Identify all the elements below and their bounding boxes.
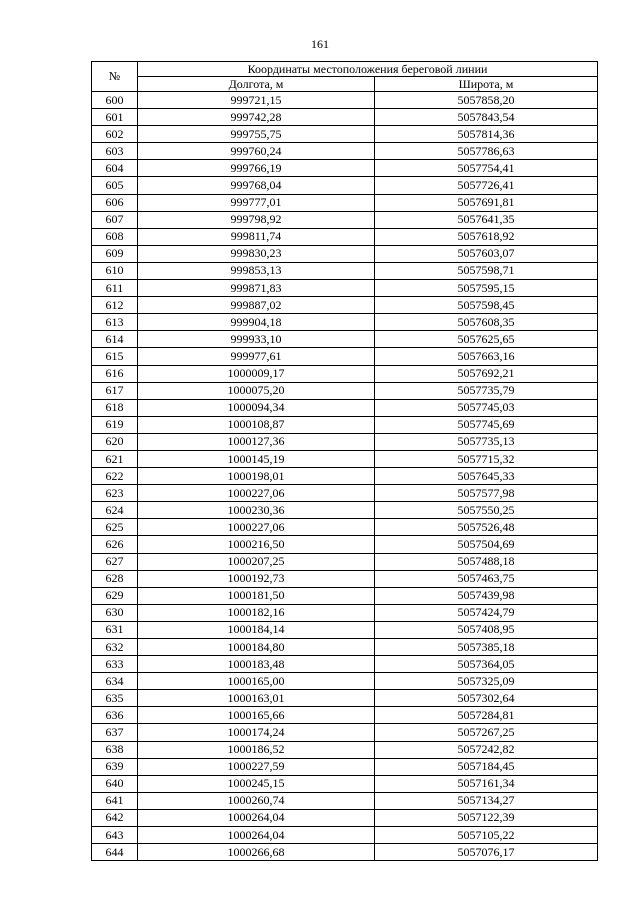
table-row [92, 194, 598, 211]
longitude-cell: 1000181,50 [138, 587, 375, 604]
number-cell: 604 [92, 160, 138, 177]
longitude-cell: 999830,23 [138, 245, 375, 262]
table-row [92, 348, 598, 365]
longitude-cell: 1000192,73 [138, 570, 375, 587]
longitude-cell: 1000227,59 [138, 758, 375, 775]
number-cell: 635 [92, 690, 138, 707]
coordinates-table [91, 61, 598, 861]
longitude-cell: 1000163,01 [138, 690, 375, 707]
number-cell: 633 [92, 656, 138, 673]
longitude-cell: 1000165,00 [138, 673, 375, 690]
page-number: 161 [311, 37, 329, 51]
table-row [92, 331, 598, 348]
number-cell: 602 [92, 126, 138, 143]
latitude-cell: 5057595,15 [375, 280, 598, 297]
longitude-cell: 999760,24 [138, 143, 375, 160]
longitude-cell: 1000266,68 [138, 844, 375, 861]
longitude-cell: 1000227,06 [138, 519, 375, 536]
table-row [92, 245, 598, 262]
table-row [92, 587, 598, 604]
table-row [92, 450, 598, 467]
latitude-cell: 5057618,92 [375, 228, 598, 245]
table-row [92, 656, 598, 673]
table-row [92, 792, 598, 809]
number-cell: 615 [92, 348, 138, 365]
longitude-cell: 1000009,17 [138, 365, 375, 382]
longitude-cell: 1000245,15 [138, 775, 375, 792]
table-row [92, 519, 598, 536]
latitude-cell: 5057814,36 [375, 126, 598, 143]
number-cell: 636 [92, 707, 138, 724]
latitude-cell: 5057302,64 [375, 690, 598, 707]
number-cell: 610 [92, 262, 138, 279]
table-row [92, 399, 598, 416]
number-cell: 631 [92, 621, 138, 638]
longitude-cell: 999977,61 [138, 348, 375, 365]
table-row [92, 707, 598, 724]
latitude-cell: 5057735,13 [375, 433, 598, 450]
longitude-cell: 1000264,04 [138, 827, 375, 844]
latitude-cell: 5057284,81 [375, 707, 598, 724]
table-row [92, 690, 598, 707]
table-row [92, 536, 598, 553]
longitude-cell: 999766,19 [138, 160, 375, 177]
number-cell: 609 [92, 245, 138, 262]
latitude-cell: 5057161,34 [375, 775, 598, 792]
latitude-cell: 5057598,71 [375, 262, 598, 279]
number-cell: 620 [92, 433, 138, 450]
number-cell: 621 [92, 450, 138, 467]
longitude-cell: 1000186,52 [138, 741, 375, 758]
number-cell: 634 [92, 673, 138, 690]
longitude-cell: 1000184,80 [138, 639, 375, 656]
table-row [92, 553, 598, 570]
table-row [92, 160, 598, 177]
longitude-cell: 1000230,36 [138, 502, 375, 519]
number-cell: 607 [92, 211, 138, 228]
number-cell: 629 [92, 587, 138, 604]
table-row [92, 126, 598, 143]
number-cell: 612 [92, 297, 138, 314]
latitude-cell: 5057786,63 [375, 143, 598, 160]
number-cell: 619 [92, 416, 138, 433]
latitude-cell: 5057715,32 [375, 450, 598, 467]
table-row [92, 314, 598, 331]
table-row [92, 809, 598, 826]
number-cell: 644 [92, 844, 138, 861]
longitude-cell: 1000145,19 [138, 450, 375, 467]
latitude-cell: 5057858,20 [375, 92, 598, 109]
longitude-cell: 1000227,06 [138, 485, 375, 502]
latitude-cell: 5057645,33 [375, 468, 598, 485]
table-header-row [92, 62, 598, 77]
table-row [92, 262, 598, 279]
latitude-cell: 5057726,41 [375, 177, 598, 194]
table-row [92, 297, 598, 314]
number-cell: 627 [92, 553, 138, 570]
number-cell: 614 [92, 331, 138, 348]
latitude-cell: 5057242,82 [375, 741, 598, 758]
header-number: № [92, 62, 138, 92]
number-cell: 628 [92, 570, 138, 587]
number-cell: 637 [92, 724, 138, 741]
number-cell: 622 [92, 468, 138, 485]
table-row [92, 211, 598, 228]
latitude-cell: 5057267,25 [375, 724, 598, 741]
table-row [92, 673, 598, 690]
longitude-cell: 1000260,74 [138, 792, 375, 809]
latitude-cell: 5057641,35 [375, 211, 598, 228]
number-cell: 600 [92, 92, 138, 109]
latitude-cell: 5057325,09 [375, 673, 598, 690]
number-cell: 626 [92, 536, 138, 553]
longitude-cell: 1000264,04 [138, 809, 375, 826]
table-row [92, 502, 598, 519]
table-row [92, 177, 598, 194]
table-row [92, 280, 598, 297]
latitude-cell: 5057385,18 [375, 639, 598, 656]
table-row [92, 109, 598, 126]
header-latitude: Широта, м [375, 77, 598, 92]
latitude-cell: 5057598,45 [375, 297, 598, 314]
number-cell: 643 [92, 827, 138, 844]
number-cell: 624 [92, 502, 138, 519]
longitude-cell: 999904,18 [138, 314, 375, 331]
latitude-cell: 5057504,69 [375, 536, 598, 553]
table-row [92, 382, 598, 399]
header-coordinates-group: Координаты местоположения береговой линии [138, 62, 598, 77]
number-cell: 623 [92, 485, 138, 502]
number-cell: 616 [92, 365, 138, 382]
table-subheader-row [92, 77, 598, 92]
longitude-cell: 999887,02 [138, 297, 375, 314]
number-cell: 617 [92, 382, 138, 399]
table-row [92, 570, 598, 587]
latitude-cell: 5057526,48 [375, 519, 598, 536]
number-cell: 608 [92, 228, 138, 245]
table-row [92, 468, 598, 485]
longitude-cell: 1000075,20 [138, 382, 375, 399]
longitude-cell: 999777,01 [138, 194, 375, 211]
longitude-cell: 999811,74 [138, 228, 375, 245]
table-row [92, 844, 598, 861]
number-cell: 642 [92, 809, 138, 826]
table-row [92, 228, 598, 245]
latitude-cell: 5057692,21 [375, 365, 598, 382]
longitude-cell: 1000165,66 [138, 707, 375, 724]
latitude-cell: 5057134,27 [375, 792, 598, 809]
latitude-cell: 5057843,54 [375, 109, 598, 126]
longitude-cell: 1000094,34 [138, 399, 375, 416]
table-row [92, 621, 598, 638]
latitude-cell: 5057105,22 [375, 827, 598, 844]
latitude-cell: 5057424,79 [375, 604, 598, 621]
longitude-cell: 999933,10 [138, 331, 375, 348]
number-cell: 603 [92, 143, 138, 160]
number-cell: 618 [92, 399, 138, 416]
longitude-cell: 999768,04 [138, 177, 375, 194]
latitude-cell: 5057184,45 [375, 758, 598, 775]
longitude-cell: 999871,83 [138, 280, 375, 297]
latitude-cell: 5057439,98 [375, 587, 598, 604]
header-longitude: Долгота, м [138, 77, 375, 92]
longitude-cell: 999742,28 [138, 109, 375, 126]
table-row [92, 827, 598, 844]
table-row [92, 639, 598, 656]
table-row [92, 758, 598, 775]
latitude-cell: 5057577,98 [375, 485, 598, 502]
latitude-cell: 5057745,03 [375, 399, 598, 416]
table-row [92, 775, 598, 792]
latitude-cell: 5057754,41 [375, 160, 598, 177]
number-cell: 639 [92, 758, 138, 775]
table-row [92, 143, 598, 160]
latitude-cell: 5057745,69 [375, 416, 598, 433]
latitude-cell: 5057603,07 [375, 245, 598, 262]
longitude-cell: 999721,15 [138, 92, 375, 109]
latitude-cell: 5057463,75 [375, 570, 598, 587]
longitude-cell: 1000207,25 [138, 553, 375, 570]
number-cell: 630 [92, 604, 138, 621]
longitude-cell: 1000216,50 [138, 536, 375, 553]
number-cell: 632 [92, 639, 138, 656]
longitude-cell: 999798,92 [138, 211, 375, 228]
number-cell: 638 [92, 741, 138, 758]
longitude-cell: 1000174,24 [138, 724, 375, 741]
table-row [92, 604, 598, 621]
number-cell: 641 [92, 792, 138, 809]
latitude-cell: 5057663,16 [375, 348, 598, 365]
table-row [92, 724, 598, 741]
table-row [92, 741, 598, 758]
table-body [92, 92, 598, 861]
latitude-cell: 5057735,79 [375, 382, 598, 399]
longitude-cell: 1000182,16 [138, 604, 375, 621]
number-cell: 601 [92, 109, 138, 126]
number-cell: 606 [92, 194, 138, 211]
latitude-cell: 5057122,39 [375, 809, 598, 826]
longitude-cell: 1000183,48 [138, 656, 375, 673]
number-cell: 640 [92, 775, 138, 792]
number-cell: 611 [92, 280, 138, 297]
table-row [92, 433, 598, 450]
table-row [92, 92, 598, 109]
table-row [92, 416, 598, 433]
table-row [92, 485, 598, 502]
latitude-cell: 5057550,25 [375, 502, 598, 519]
latitude-cell: 5057608,35 [375, 314, 598, 331]
number-cell: 613 [92, 314, 138, 331]
latitude-cell: 5057364,05 [375, 656, 598, 673]
latitude-cell: 5057076,17 [375, 844, 598, 861]
latitude-cell: 5057625,65 [375, 331, 598, 348]
longitude-cell: 1000108,87 [138, 416, 375, 433]
longitude-cell: 999755,75 [138, 126, 375, 143]
longitude-cell: 1000198,01 [138, 468, 375, 485]
latitude-cell: 5057408,95 [375, 621, 598, 638]
longitude-cell: 1000184,14 [138, 621, 375, 638]
latitude-cell: 5057488,18 [375, 553, 598, 570]
table-row [92, 365, 598, 382]
longitude-cell: 1000127,36 [138, 433, 375, 450]
latitude-cell: 5057691,81 [375, 194, 598, 211]
longitude-cell: 999853,13 [138, 262, 375, 279]
number-cell: 605 [92, 177, 138, 194]
number-cell: 625 [92, 519, 138, 536]
